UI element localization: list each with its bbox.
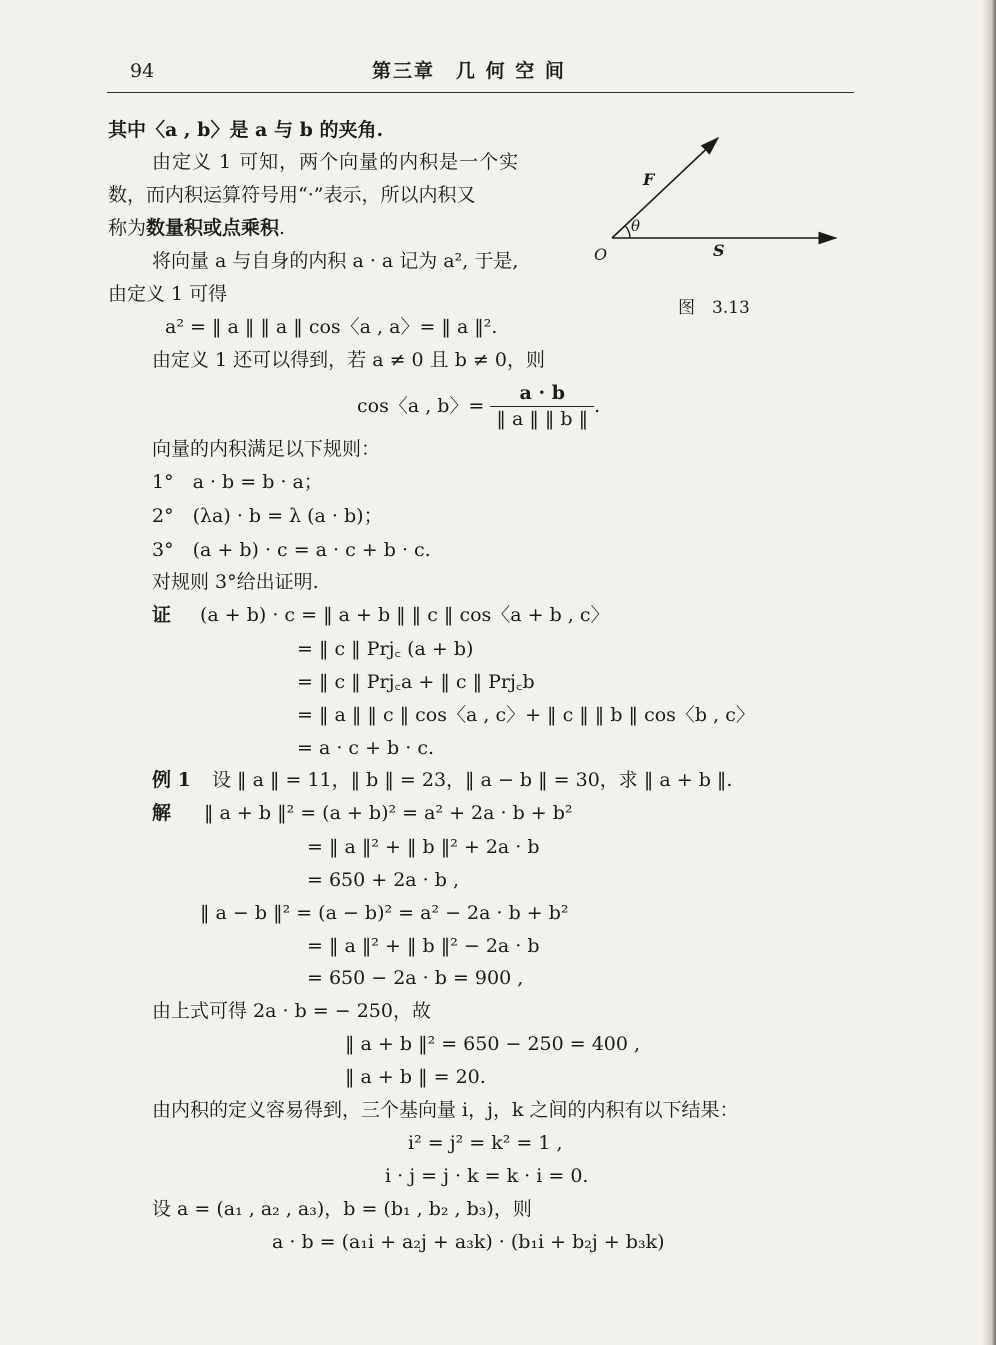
- solution-line-6: = 650 − 2a · b = 900 ,: [307, 967, 524, 989]
- solution-line-7: 由上式可得 2a · b = − 250，故: [152, 1000, 431, 1022]
- angle-arc: [625, 226, 630, 238]
- solution-line-9: ‖ a + b ‖ = 20.: [345, 1066, 486, 1088]
- solution-line-8: ‖ a + b ‖² = 650 − 250 = 400 ,: [345, 1033, 641, 1055]
- example-tag: 例 1: [152, 769, 191, 791]
- cos-denominator: ‖ a ‖ ‖ b ‖: [496, 408, 589, 430]
- line-8: 由定义 1 还可以得到，若 a ≠ 0 且 b ≠ 0，则: [152, 349, 545, 371]
- basis-cross: i · j = j · k = k · i = 0.: [385, 1165, 589, 1187]
- line-4-c: .: [279, 217, 286, 239]
- term-dot-product: 数量积或点乘积: [146, 217, 280, 239]
- component-setup: 设 a = (a₁ , a₂ , a₃)，b = (b₁ , b₂ , b₃)，则: [152, 1198, 532, 1220]
- formula-cos-angle: [357, 384, 600, 429]
- line-proof-intro: 对规则 3°给出证明.: [152, 571, 319, 593]
- scan-edge-shadow: [982, 0, 996, 1345]
- solution-line-5: = ‖ a ‖² + ‖ b ‖² − 2a · b: [307, 935, 540, 957]
- basis-intro: 由内积的定义容易得到，三个基向量 i，j，k 之间的内积有以下结果：: [152, 1099, 739, 1121]
- proof-line-2: = ‖ c ‖ Prj꜀ (a + b): [297, 638, 474, 660]
- rule-2: 2° (λa) · b = λ (a · b)；: [152, 505, 383, 527]
- line-6: 由定义 1 可得: [108, 283, 228, 305]
- proof-line-1: (a + b) · c = ‖ a + b ‖ ‖ c ‖ cos〈a + b , c〉: [200, 604, 610, 626]
- cos-end: .: [594, 395, 601, 417]
- proof-tag: 证: [152, 604, 172, 626]
- component-product: a · b = (a₁i + a₂j + a₃k) · (b₁i + b₂j + b₃k): [272, 1231, 665, 1253]
- line-angle-def: 其中〈a , b〉是 a 与 b 的夹角.: [108, 119, 384, 141]
- label-theta: θ: [631, 217, 641, 235]
- line-2: 由定义 1 可知，两个向量的内积是一个实: [152, 151, 520, 173]
- solution-line-2: = ‖ a ‖² + ‖ b ‖² + 2a · b: [307, 836, 540, 858]
- formula-a-squared: a² = ‖ a ‖ ‖ a ‖ cos〈a , a〉= ‖ a ‖².: [165, 316, 498, 338]
- proof-line-3: = ‖ c ‖ Prj꜀a + ‖ c ‖ Prj꜀b: [297, 671, 535, 693]
- cos-fraction: [490, 384, 594, 429]
- solution-line-1: ‖ a + b ‖² = (a + b)² = a² + 2a · b + b²: [204, 802, 573, 824]
- vector-F-arrow: [612, 138, 718, 238]
- page-number: 94: [130, 60, 155, 82]
- rule-1: 1° a · b = b · a；: [152, 471, 323, 493]
- solution-line-3: = 650 + 2a · b ,: [307, 869, 459, 891]
- figure-caption: 图 3.13: [678, 298, 750, 318]
- proof-line-5: = a · c + b · c.: [297, 737, 435, 759]
- solution-tag: 解: [152, 802, 172, 824]
- line-5: 将向量 a 与自身的内积 a · a 记为 a², 于是,: [152, 250, 519, 272]
- label-S: S: [713, 241, 725, 260]
- line-4: [108, 219, 285, 238]
- header-rule: [107, 92, 854, 93]
- proof-line-4: = ‖ a ‖ ‖ c ‖ cos〈a , c〉+ ‖ c ‖ ‖ b ‖ cos〈b , c〉: [297, 704, 755, 726]
- line-4-a: 称为: [108, 217, 147, 239]
- basis-squares: i² = j² = k² = 1 ,: [408, 1132, 563, 1154]
- cos-lhs: cos〈a , b〉=: [357, 395, 485, 417]
- line-3: 数，而内积运算符号用“·”表示，所以内积又: [108, 184, 476, 206]
- label-O: O: [594, 245, 608, 264]
- label-F: F: [643, 170, 655, 189]
- line-rules-intro: 向量的内积满足以下规则：: [152, 438, 381, 460]
- chapter-title: 第三章 几 何 空 间: [372, 60, 566, 82]
- example-statement: 设 ‖ a ‖ = 11，‖ b ‖ = 23，‖ a − b ‖ = 30，求 ‖ a + b ‖.: [212, 769, 733, 791]
- solution-line-4: ‖ a − b ‖² = (a − b)² = a² − 2a · b + b²: [200, 902, 569, 924]
- cos-numerator: a · b: [490, 384, 594, 407]
- rule-3: 3° (a + b) · c = a · c + b · c.: [152, 539, 431, 561]
